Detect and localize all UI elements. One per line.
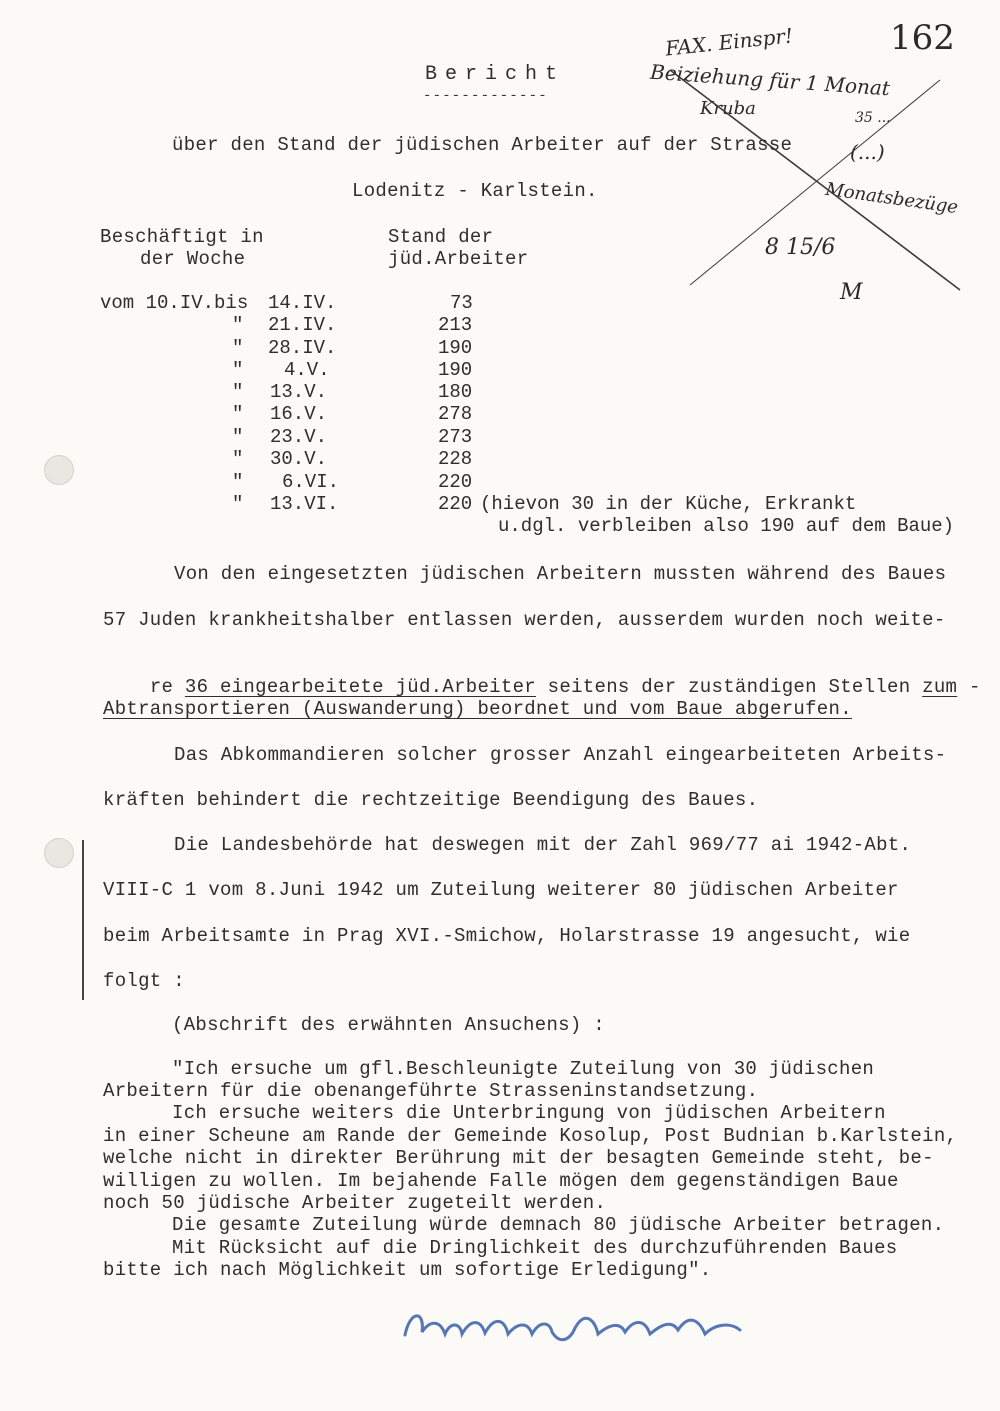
row-count: 213 [438, 314, 473, 336]
paragraph-3-line-1: Die Landesbehörde hat deswegen mit der Zahl 969/77 ai 1942-Abt. [174, 834, 912, 856]
paragraph-3-line-2: VIII-C 1 vom 8.Juni 1942 um Zuteilung weiterer 80 jüdischen Arbeiter [103, 879, 899, 901]
underlined-zum: zum [922, 676, 958, 698]
paragraph-2-line-2: kräften behindert die rechtzeitige Beendigung des Baues. [103, 789, 759, 811]
row-prefix: " [232, 314, 244, 336]
row-count: 190 [438, 359, 473, 381]
quote-line-10: bitte ich nach Möglichkeit um sofortige Erledigung". [103, 1259, 712, 1281]
paragraph-1-line-1: Von den eingesetzten jüdischen Arbeitern mussten während des Baues [174, 563, 947, 585]
row-week: 16.V. [270, 403, 328, 425]
row-count: 220 [438, 493, 473, 515]
handwritten-note-5: (...) [850, 140, 885, 164]
row-count: 180 [438, 381, 473, 403]
document-subtitle: über den Stand der jüdischen Arbeiter auf der Strasse [172, 134, 793, 156]
paragraph-1-line-2: 57 Juden krankheitshalber entlassen werden, ausserdem wurden noch weite- [103, 609, 946, 631]
row-week: 6.VI. [282, 471, 340, 493]
punch-hole-bottom [44, 838, 74, 868]
col-week-header-1: Beschäftigt in [100, 226, 264, 248]
quote-line-6: willigen zu wollen. Im bejahende Falle mögen dem gegenständigen Baue [103, 1170, 899, 1192]
row-count: 73 [450, 292, 473, 314]
handwritten-signature [400, 1300, 780, 1350]
row-week: 13.VI. [270, 493, 339, 515]
paragraph-3-line-3: beim Arbeitsamte in Prag XVI.-Smichow, Holarstrasse 19 angesucht, wie [103, 925, 911, 947]
handwritten-initials-2: M [840, 280, 863, 305]
quote-line-3: Ich ersuche weiters die Unterbringung von jüdischen Arbeitern [172, 1102, 886, 1124]
underlined-workers: 36 eingearbeitete jüd.Arbeiter [184, 676, 536, 698]
document-title: Bericht [425, 63, 566, 86]
quote-line-5: welche nicht in direkter Berührung mit der besagten Gemeinde steht, be- [103, 1147, 934, 1169]
row-prefix: " [232, 493, 244, 515]
row-week: 13.V. [270, 381, 328, 403]
row-week: 4.V. [284, 359, 330, 381]
punch-hole-top [44, 455, 74, 485]
page-number: 162 [890, 18, 955, 58]
row-week: 23.V. [270, 426, 328, 448]
row-count: 220 [438, 471, 473, 493]
row-count: 190 [438, 337, 473, 359]
quote-line-2: Arbeitern für die obenangeführte Strasseninstandsetzung. [103, 1080, 759, 1102]
row-week: 30.V. [270, 448, 328, 470]
row-prefix: " [232, 337, 244, 359]
quote-line-4: in einer Scheune am Rande der Gemeinde Kosolup, Post Budnian b.Karlstein, [103, 1125, 958, 1147]
paragraph-1-line-4: Abtransportieren (Auswanderung) beordnet und vom Baue abgerufen. [103, 698, 852, 720]
quote-line-1: "Ich ersuche um gfl.Beschleunigte Zuteilung von 30 jüdischen [172, 1058, 875, 1080]
handwritten-note-2: Beiziehung für 1 Monat [649, 59, 891, 101]
handwritten-note-6: Monatsbezüge [824, 178, 960, 219]
row-prefix: " [232, 426, 244, 448]
row-prefix: " [232, 403, 244, 425]
quote-line-9: Mit Rücksicht auf die Dringlichkeit des durchzuführenden Baues [172, 1237, 898, 1259]
row-note-2: u.dgl. verbleiben also 190 auf dem Baue) [498, 515, 955, 537]
col-week-header-2: der Woche [140, 248, 246, 270]
col-count-header-2: jüd.Arbeiter [388, 248, 529, 270]
handwritten-note-3: Kruba [700, 98, 756, 119]
row-week: 28.IV. [268, 337, 337, 359]
paragraph-4: (Abschrift des erwähnten Ansuchens) : [172, 1014, 605, 1036]
row-prefix: " [232, 448, 244, 470]
title-underline: ------------- [423, 88, 548, 104]
paragraph-3-line-4: folgt : [103, 970, 185, 992]
row-count: 273 [438, 426, 473, 448]
row-count: 278 [438, 403, 473, 425]
handwritten-note-1: FAX. Einspr! [664, 23, 794, 61]
row-prefix: " [232, 381, 244, 403]
row-prefix: vom 10.IV.bis [100, 292, 249, 314]
margin-mark [82, 840, 84, 1000]
row-week: 14.IV. [268, 292, 337, 314]
row-prefix: " [232, 471, 244, 493]
handwritten-initials: 8 15/6 [765, 235, 836, 260]
quote-line-7: noch 50 jüdische Arbeiter zugeteilt werden. [103, 1192, 607, 1214]
row-note-1: (hievon 30 in der Küche, Erkrankt [480, 493, 857, 515]
text-segment: seitens der zuständigen Stellen [535, 676, 923, 698]
text-segment: - [957, 676, 981, 698]
document-location: Lodenitz - Karlstein. [352, 180, 598, 202]
row-count: 228 [438, 448, 473, 470]
col-count-header-1: Stand der [388, 226, 494, 248]
row-prefix: " [232, 359, 244, 381]
row-week: 21.IV. [268, 314, 337, 336]
cross-out-mark [650, 60, 990, 300]
handwritten-note-4: 35 ... [855, 110, 891, 126]
text-segment: re [149, 676, 185, 698]
quote-line-8: Die gesamte Zuteilung würde demnach 80 jüdische Arbeiter betragen. [172, 1214, 945, 1236]
paragraph-2-line-1: Das Abkommandieren solcher grosser Anzahl eingearbeiteten Arbeits- [174, 744, 947, 766]
